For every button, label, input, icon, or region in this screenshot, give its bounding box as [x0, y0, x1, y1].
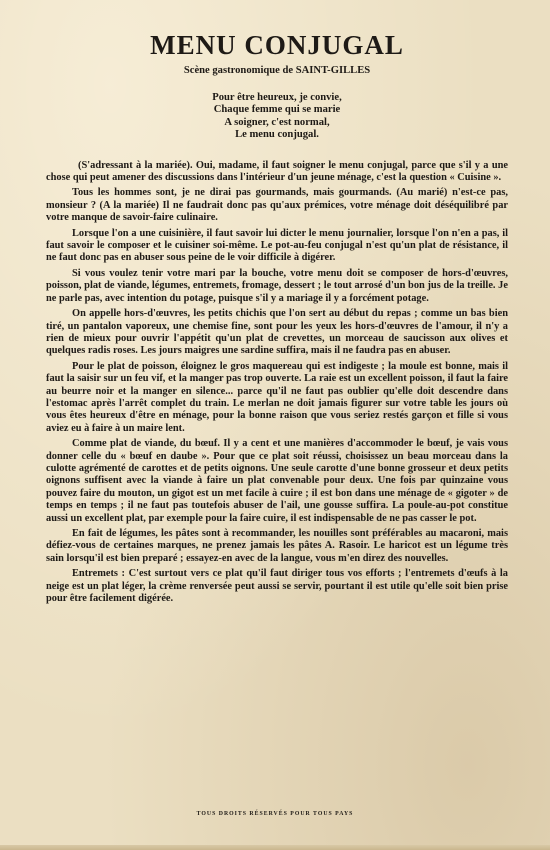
paragraph: En fait de légumes, les pâtes sont à recommander, les nouilles sont préférables au macaroni, mais défiez-vous de certaines marques, ne prenez jamais les pâtes A. Rasoir. Le haricot est un légume très sain lorsqu'il est bien preparé ; essayez-en avec de la langue, vous m'en direz des nouvelles. — [46, 528, 508, 564]
copyright-footer: TOUS DROITS RÉSERVÉS POUR TOUS PAYS — [196, 811, 354, 817]
paragraph: On appelle hors-d'œuvres, les petits chichis que l'on sert au début du repas ; comme un bas bien tiré, un pantalon vaporeux, une chemise fine, sont pour les yeux les hors-d'œuvres de l'amour, il n'y a rien de mieux pour ouvrir l'appétit qu'un plat de crevettes, un morceau de saucisson aux olives et quelques radis roses. Les jours maigres une sardine suffira, mais il ne faudra pas en abuser. — [46, 308, 508, 357]
page-fold — [0, 845, 550, 850]
subtitle: Scène gastronomique de SAINT-GILLES — [183, 65, 371, 76]
paragraph: Pour le plat de poisson, éloignez le gros maquereau qui est indigeste ; la moule est bonne, mais il faut la saisir sur un feu vif, et la manger pas trop ouverte. La raie est un excellent poisson, il faut la faire au beurre noir et la manger en silence... parce qu'il ne faut pas oublier qu'elle doit descendre dans l'estomac après l'arrêt complet du train. Le merlan ne doit jamais figurer sur votre table les jours où vous êtes heureux d'être en ménage, pour la bonne raison que vous seriez restés garçon et fille si vous aviez eu à faire à un maire lent. — [46, 360, 508, 434]
paragraph: Entremets : C'est surtout vers ce plat qu'il faut diriger tous vos efforts ; l'entremets d'œufs à la neige est un plat léger, la crème renversée peut aussi se servir, pourtant il est utile qu'elle soit bien prise pour être facilement digérée. — [46, 568, 508, 605]
paragraph: Lorsque l'on a une cuisinière, il faut savoir lui dicter le menu journalier, lorsque l'on n'en a pas, il faut savoir le composer et le cuisiner soi-même. Le pot-au-feu conjugal n'est qu'un plat de résistance, il ne faut donc pas en abuser sous peine de le voir difficile à digérer. — [46, 227, 508, 264]
paragraph: Tous les hommes sont, je ne dirai pas gourmands, mais gourmands. (Au marié) n'est-ce pas, monsieur ? (A la mariée) Il ne faudrait donc pas qu'aux prémices, votre ménage doit déséquilibré par votre manque de savoir-faire culinaire. — [46, 187, 508, 224]
verse-line: Pour être heureux, je convie, — [212, 92, 342, 103]
paragraph: Comme plat de viande, du bœuf. Il y a cent et une manières d'accommoder le bœuf, je vais vous donner celle du « bœuf en daube ». Pour que ce plat soit réussi, choisissez un beau morceau dans la culotte agrémenté de carottes et de petits oignons. Une seule carotte d'une bonne grosseur et deux petits oignons suffisent avec la viande à faire un plat convenable pour deux. Une fois par quinzaine vous pouvez faire du mouton, un gigot est un met facile à cuire ; il est bon dans une ménage de « gigoter » de temps en temps ; il ne faut pas toutefois abuser de l'ail, une gousse suffira. La poule-au-pot constitue aussi un excellent plat, par exemple pour la faire cuire, il est indispensable de ne pas casser le pot. — [46, 438, 508, 524]
verse — [46, 92, 508, 142]
paragraph: (S'adressant à la mariée). Oui, madame, il faut soigner le menu conjugal, parce que s'il y a une chose qui peut amener des discussions dans l'intérieur d'un jeune ménage, c'est la question « Cuisine ». — [46, 159, 508, 184]
body-text — [46, 160, 508, 606]
verse-line: Le menu conjugal. — [235, 129, 319, 141]
paragraph: Si vous voulez tenir votre mari par la bouche, votre menu doit se composer de hors-d'œuvres, poisson, plat de viande, légumes, entremets, fromage, dessert ; le tout arrosé d'un bon jus de la treille. Je ne parle pas, avec intention du potage, puisque s'il y a mariage il y a forcément potage. — [46, 267, 508, 304]
verse-line: Chaque femme qui se marie — [213, 104, 341, 116]
verse-line: A soigner, c'est normal, — [224, 116, 330, 128]
page-title: MENU CONJUGAL — [150, 30, 404, 60]
